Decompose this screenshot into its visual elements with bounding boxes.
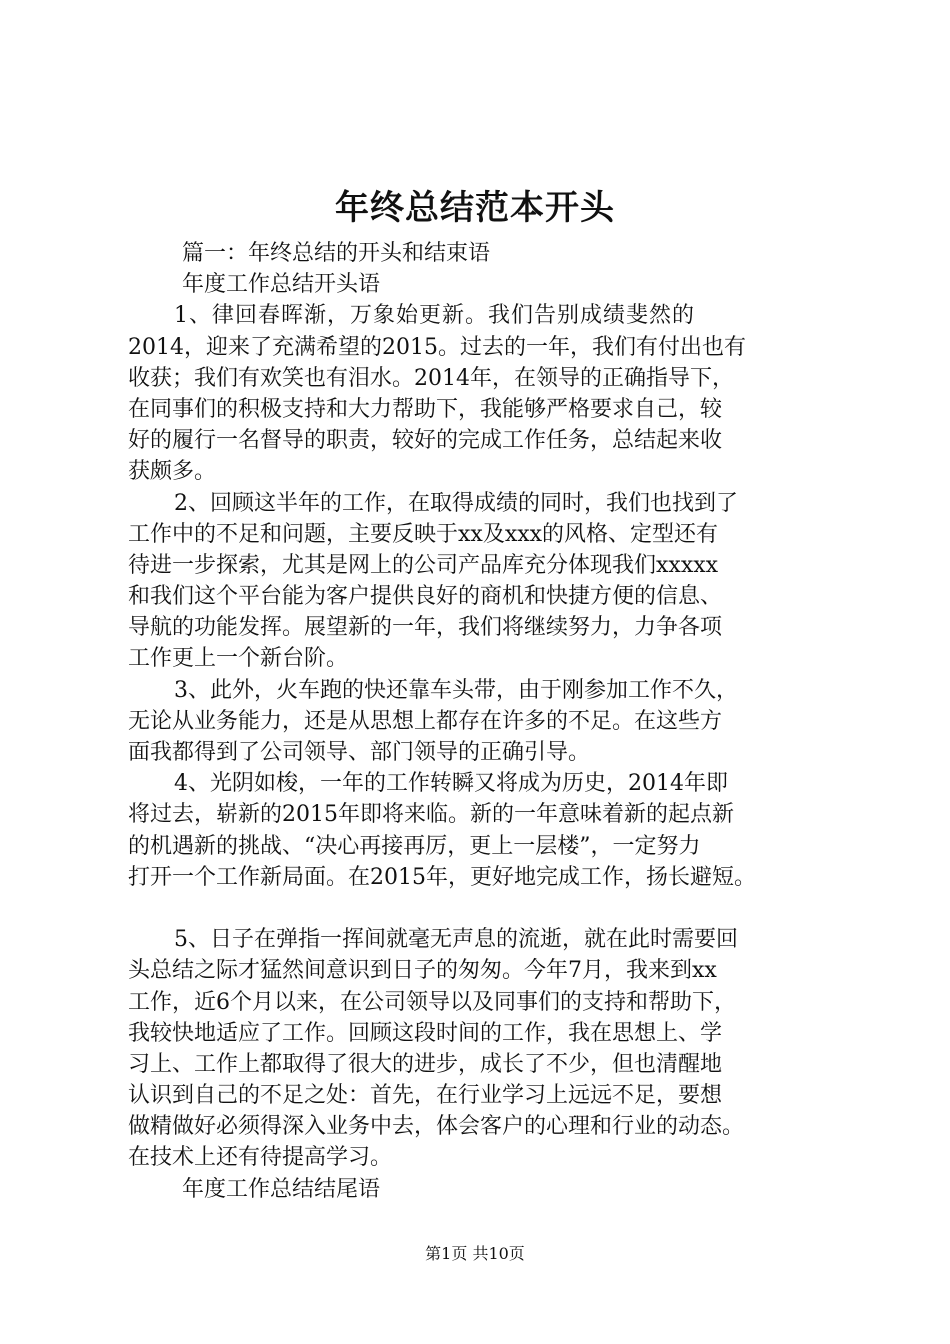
- paragraph-line: 在技术上还有待提高学习。: [128, 1145, 393, 1171]
- paragraph-line: 导航的功能发挥。展望新的一年，我们将继续努力，力争各项: [128, 615, 723, 641]
- paragraph-line: 我较快地适应了工作。回顾这段时间的工作，我在思想上、学: [128, 1020, 723, 1046]
- paragraph-line: 面我都得到了公司领导、部门领导的正确引导。: [128, 740, 591, 765]
- paragraph-line: 和我们这个平台能为客户提供良好的商机和快捷方便的信息、: [128, 584, 723, 610]
- paragraph-line: 工作，近6个月以来，在公司领导以及同事们的支持和帮助下，: [128, 989, 736, 1015]
- document-title: 年终总结范本开头: [335, 188, 615, 228]
- paragraph-line: 做精做好必须得深入业务中去，体会客户的心理和行业的动态。: [128, 1114, 745, 1140]
- paragraph-line: 的机遇新的挑战、“决心再接再厉，更上一层楼”，一定努力: [128, 833, 701, 859]
- paragraph-line: 3、此外，火车跑的快还靠车头带，由于刚参加工作不久，: [174, 677, 738, 703]
- subsection-heading: 年度工作总结结尾语: [182, 1176, 381, 1202]
- paragraph-line: 4、光阴如梭，一年的工作转瞬又将成为历史，2014年即: [174, 771, 728, 797]
- paragraph-line: 头总结之际才猛然间意识到日子的匆匆。今年7月，我来到xx: [128, 958, 717, 984]
- paragraph-line: 好的履行一名督导的职责，较好的完成工作任务，总结起来收: [128, 428, 723, 454]
- paragraph-gap: [128, 893, 843, 924]
- paragraph-line: 2014，迎来了充满希望的2015。过去的一年，我们有付出也有: [128, 334, 746, 360]
- paragraph-line: 工作中的不足和问题，主要反映于xx及xxx的风格、定型还有: [128, 521, 719, 547]
- paragraph-line: 获颇多。: [128, 459, 217, 485]
- paragraph-line: 收获；我们有欢笑也有泪水。2014年，在领导的正确指导下，: [128, 365, 734, 391]
- paragraph-line: 习上、工作上都取得了很大的进步，成长了不少，但也清醒地: [128, 1051, 723, 1077]
- paragraph-line: 2、回顾这半年的工作，在取得成绩的同时，我们也找到了: [174, 490, 738, 516]
- section-heading: 篇一：年终总结的开头和结束语: [182, 241, 491, 266]
- subsection-heading: 年度工作总结开头语: [182, 272, 381, 298]
- paragraph-line: 工作更上一个新台阶。: [128, 646, 349, 672]
- paragraph-line: 无论从业务能力，还是从思想上都存在许多的不足。在这些方: [128, 708, 723, 734]
- paragraph-line: 在同事们的积极支持和大力帮助下，我能够严格要求自己，较: [128, 396, 723, 422]
- paragraph-line: 5、日子在弹指一挥间就毫无声息的流逝，就在此时需要回: [174, 927, 738, 953]
- paragraph-line: 1、律回春晖渐，万象始更新。我们告别成绩斐然的: [174, 303, 695, 329]
- paragraph-line: 待进一步探索，尤其是网上的公司产品库充分体现我们xxxxx: [128, 552, 719, 578]
- paragraph-line: 将过去，崭新的2015年即将来临。新的一年意味着新的起点新: [128, 802, 734, 828]
- paragraph-line: 打开一个工作新局面。在2015年，更好地完成工作，扬长避短。: [128, 864, 756, 890]
- page-footer: 第1页 共10页: [425, 1244, 525, 1263]
- document-body: [128, 238, 843, 1205]
- paragraph-line: 认识到自己的不足之处：首先，在行业学习上远远不足，要想: [128, 1083, 723, 1109]
